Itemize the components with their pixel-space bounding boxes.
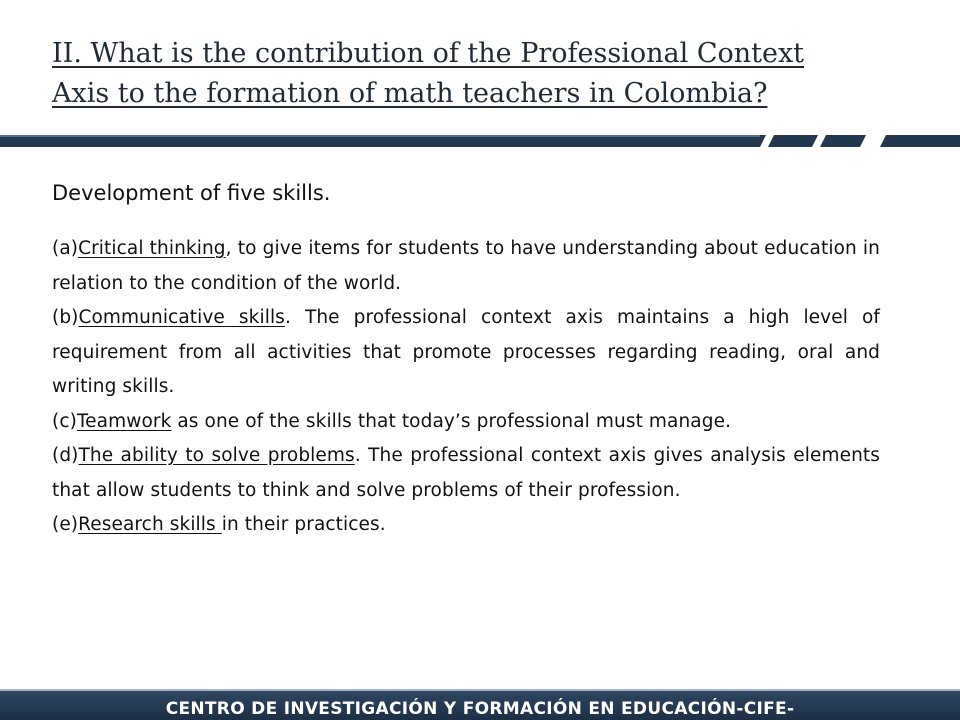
skill-description: . The professional context axis maintains a high level of requirement from all activities that promote processes regarding reading, oral and writing skills.	[52, 307, 880, 397]
divider-stripe-2	[820, 135, 866, 147]
title-line-2: Axis to the formation of math teachers in Colombia?	[52, 78, 768, 109]
skill-name: Critical thinking	[78, 238, 226, 259]
skill-name: Research skills	[78, 514, 222, 535]
skill-marker: (d)	[52, 445, 79, 466]
skill-name: Communicative skills	[78, 307, 285, 328]
skill-marker: (c)	[52, 410, 77, 432]
skill-item-c	[52, 405, 880, 440]
footer-top-line	[0, 689, 960, 691]
header-divider-bar	[0, 133, 960, 149]
content-heading: Development of five skills.	[52, 181, 331, 205]
skill-marker: (e)	[52, 514, 79, 535]
title-line-1: II. What is the contribution of the Professional Context	[52, 38, 805, 69]
skill-description: . The professional context axis gives analysis elements that allow students to think and solve problems of their profession.	[52, 445, 881, 501]
footer-bar	[0, 689, 960, 720]
divider-stripe-1	[768, 135, 818, 147]
skill-item-b	[52, 301, 880, 405]
skill-marker: (a)	[52, 238, 79, 259]
skill-name: The ability to solve problems	[78, 445, 355, 466]
divider-stripe-3	[880, 135, 960, 147]
slide-title	[52, 34, 912, 114]
footer-text: CENTRO DE INVESTIGACIÓN Y FORMACIÓN EN EDUCACIÓN-CIFE-	[165, 699, 795, 719]
skill-item-d	[52, 439, 880, 508]
skill-description: as one of the skills that today’s professional must manage.	[171, 410, 732, 432]
skill-name: Teamwork	[76, 410, 172, 432]
skill-item-a	[52, 232, 880, 301]
skill-item-e	[52, 508, 880, 543]
skills-list	[52, 232, 880, 543]
skill-marker: (b)	[52, 307, 79, 328]
skill-description: in their practices.	[221, 514, 386, 535]
skill-description: , to give items for students to have understanding about education in relation to the condition of the world.	[52, 238, 880, 294]
slide-content	[52, 176, 880, 543]
